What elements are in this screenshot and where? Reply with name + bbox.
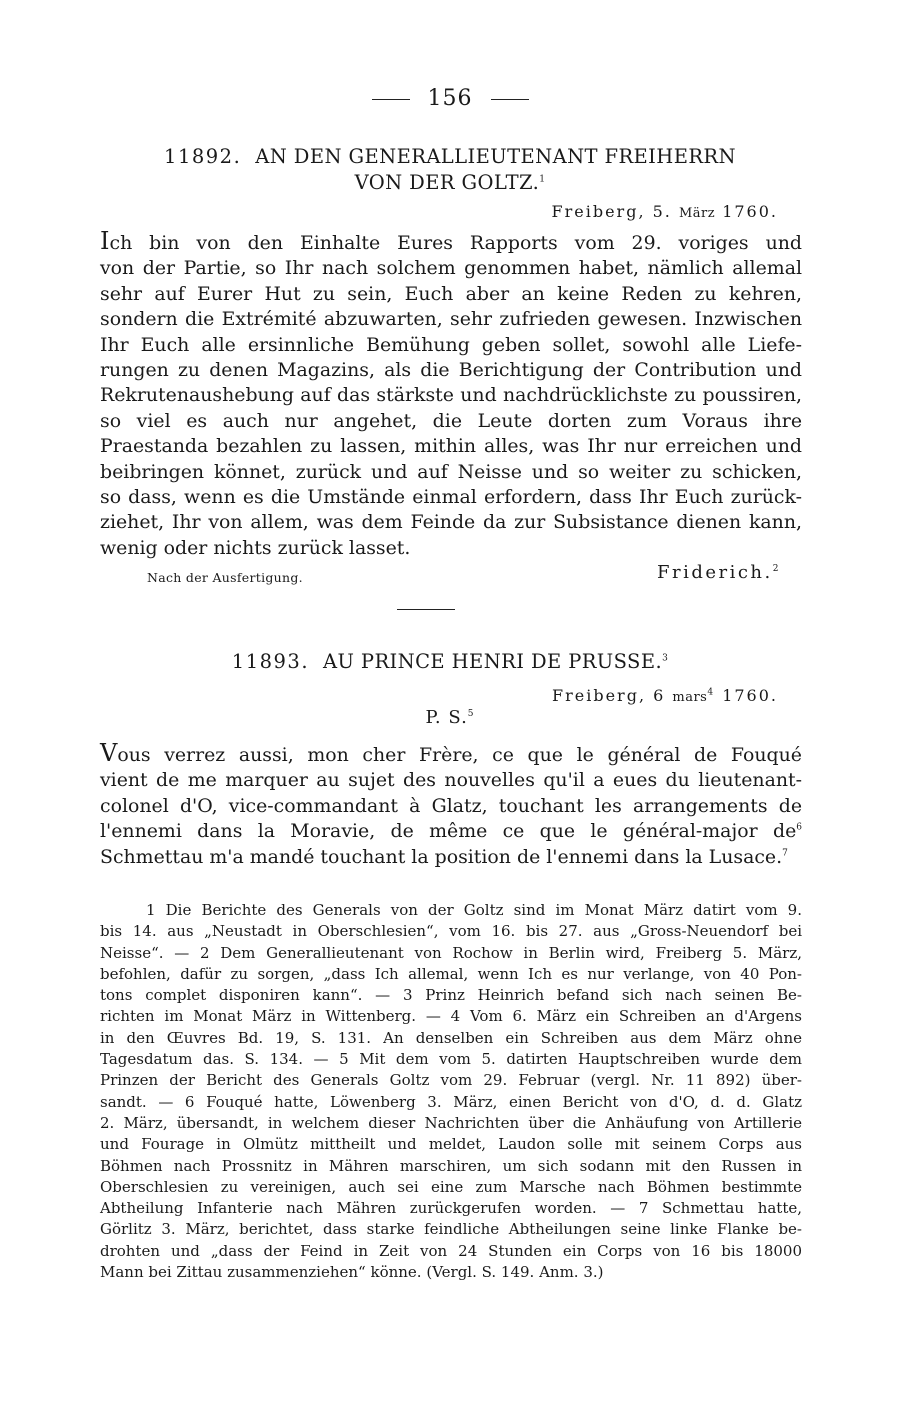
letter2-number: 11893.	[231, 650, 310, 673]
footnote-line: drohten und „dass der Feind in Zeit von 24 Stunden ein Corps von 16 bis 18000	[100, 1241, 802, 1260]
letter1-source-note: Nach der Ausfertigung.	[147, 570, 303, 585]
footnote-line: Neisse“. — 2 Dem Generallieutenant von Rochow in Berlin wird, Freiberg 5. März,	[100, 943, 802, 962]
letter1-date-year: 1760.	[722, 202, 778, 221]
letter2-footnote-mark-7: 7	[782, 848, 788, 859]
letter2-date-year: 1760.	[722, 686, 778, 705]
letter1-body	[100, 229, 802, 561]
letter2-date-month: mars	[672, 690, 708, 705]
letter2-body-line: Schmettau m'a mandé touchant la position de l'ennemi dans la Lusace.$^7$	[100, 845, 788, 868]
letter1-heading-line2: VON DER GOLTZ.	[354, 171, 540, 194]
letter1-body-line: sondern die Extrémité abzuwarten, sehr zufrieden gewesen. Inzwischen	[100, 308, 802, 331]
letter1-body-line: von der Partie, so Ihr nach solchem genommen habet, nämlich allemal	[100, 257, 802, 280]
footnote-line: 2. März, übersandt, in welchem dieser Nachrichten über die Anhäufung von Artillerie	[100, 1113, 802, 1132]
letter2-body-line: colonel d'O, vice-commandant à Glatz, touchant les arrangements de	[100, 794, 802, 817]
footnote-line: in den Œuvres Bd. 19, S. 131. An denselben ein Schreiben aus dem März ohne	[100, 1028, 802, 1047]
footnote-line: befohlen, dafür zu sorgen, „dass Ich allemal, wenn Ich es nur verlange, von 40 Pon-	[100, 964, 802, 983]
letter1-number: 11892.	[164, 145, 242, 168]
footnote-line: 1 Die Berichte des Generals von der Goltz sind im Monat März datirt vom 9.	[146, 901, 802, 919]
letter1-body-line: beibringen könnet, zurück und auf Neisse und so weiter zu schicken,	[100, 460, 802, 483]
footnote-line: Mann bei Zittau zusammenziehen“ könne. (Vergl. S. 149. Anm. 3.)	[100, 1263, 604, 1282]
letter1-body-line: so dass, wenn es die Umstände einmal erfordern, dass Ihr Euch zurück-	[100, 486, 802, 509]
letter2-ps-text: P. S.	[425, 707, 468, 728]
letter2-heading	[0, 649, 900, 675]
letter1-body-line: ziehet, Ihr von allem, was dem Feinde da zur Subsistance dienen kann,	[100, 511, 802, 534]
letter2-ps-footnote-mark: 5	[467, 709, 475, 719]
footnote-line: richten im Monat März in Wittenberg. — 4 Vom 6. März ein Schreiben an d'Argens	[100, 1007, 802, 1026]
letter2-heading-footnote-mark: 3	[662, 653, 669, 664]
letter1-signature	[657, 562, 781, 583]
letter1-body-line: wenig oder nichts zurück lasset.	[100, 536, 411, 559]
letter2-body-line: l'ennemi dans la Moravie, de même ce que le général-major $de^6$	[100, 820, 802, 843]
letter2-initial: V	[100, 739, 118, 767]
footnote-line: tons complet disponiren kann“. — 3 Prinz Heinrich befand sich nach seinen Be-	[100, 986, 802, 1005]
letter1-heading-footnote-mark: 1	[539, 174, 546, 185]
letter1-body-line: sehr auf Eurer Hut zu sein, Euch aber an keine Reden zu kehren,	[100, 282, 802, 305]
page-number-dash-left	[372, 99, 410, 100]
section-divider	[397, 609, 455, 610]
letter1-body-line: Praestanda bezahlen zu lassen, mithin alles, was Ihr nur erreichen und	[100, 435, 802, 458]
letter1-body-line: Ich bin von den Einhalte Eures Rapports vom 29. voriges und	[100, 227, 802, 255]
letter1-date-month: März	[678, 206, 716, 221]
footnote-line: Abtheilung Infanterie nach Mähren zurückgerufen worden. — 7 Schmettau hatte,	[100, 1199, 802, 1218]
letter2-postscript-label	[0, 707, 900, 728]
letter1-dateline	[552, 202, 779, 221]
letter2-body	[100, 741, 802, 870]
letter1-body-line: Rekrutenaushebung auf das stärkste und nachdrücklichste zu poussiren,	[100, 384, 802, 407]
page-number-text: 156	[427, 86, 473, 111]
letter1-date-place: Freiberg, 5.	[551, 202, 672, 221]
letter2-footnote-mark-6: 6	[796, 822, 802, 833]
letter2-body-line: vient de me marquer au sujet des nouvelles qu'il a eues du lieutenant-	[100, 769, 802, 792]
footnotes	[100, 900, 802, 1283]
footnote-line: bis 14. aus „Neustadt in Oberschlesien“, vom 16. bis 27. aus „Gross-Neuendorf bei	[100, 922, 802, 941]
letter2-dateline	[552, 686, 778, 705]
footnote-line: Oberschlesien zu vereinigen, auch sei eine zum Marsche nach Böhmen bestimmte	[100, 1177, 802, 1196]
page-number-dash-right	[491, 99, 529, 100]
letter1-body-line: so viel es auch nur angehet, die Leute dorten zum Voraus ihre	[100, 409, 802, 432]
letter1-body-line: rungen zu denen Magazins, als die Berichtigung der Contribution und	[100, 359, 802, 382]
letter2-heading-text: AU PRINCE HENRI DE PRUSSE.	[323, 650, 663, 673]
footnote-line: und Fourage in Olmütz mittheilt und meldet, Laudon solle mit seinem Corps aus	[100, 1135, 802, 1154]
letter1-initial: I	[100, 227, 110, 255]
letter1-signature-footnote-mark: 2	[772, 564, 781, 574]
footnote-line: Prinzen der Bericht des Generals Goltz vom 29. Februar (vergl. Nr. 11 892) über-	[100, 1071, 802, 1090]
footnote-line: Tagesdatum das. S. 134. — 5 Mit dem vom 5. datirten Hauptschreiben wurde dem	[100, 1050, 802, 1069]
footnote-line: Böhmen nach Prossnitz in Mähren marschiren, um sich sodann mit den Russen in	[100, 1156, 802, 1175]
letter2-body-line: Vous verrez aussi, mon cher Frère, ce que le général de Fouqué	[100, 739, 802, 767]
letter2-date-footnote-mark: 4	[707, 687, 716, 698]
page-number	[0, 86, 900, 111]
letter1-heading-line1: AN DEN GENERALLIEUTENANT FREIHERRN	[255, 145, 736, 168]
letter1-signature-text: Friderich.	[656, 562, 773, 583]
letter1-heading	[0, 144, 900, 196]
letter1-body-line: Ihr Euch alle ersinnliche Bemühung geben sollet, sowohl alle Liefe-	[100, 333, 802, 356]
footnote-line: Görlitz 3. März, berichtet, dass starke feindliche Abtheilungen seine linke Flanke be-	[100, 1220, 802, 1239]
letter2-date-place: Freiberg, 6	[552, 686, 666, 705]
footnote-line: sandt. — 6 Fouqué hatte, Löwenberg 3. März, einen Bericht von d'O, d. d. Glatz	[100, 1092, 802, 1111]
